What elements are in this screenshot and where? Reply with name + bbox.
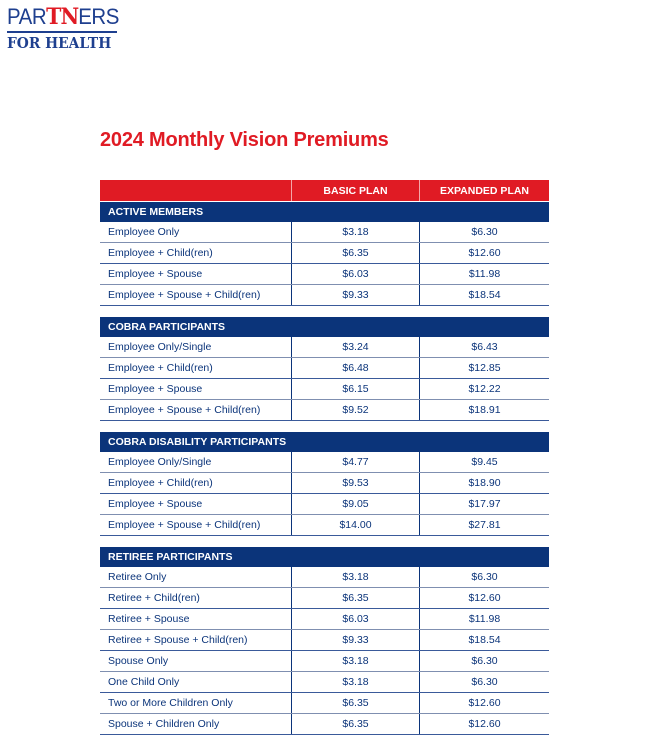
row-label-cell: Employee Only/Single <box>100 337 292 357</box>
basic-plan-cell: $9.33 <box>292 630 420 650</box>
row-label-cell: Retiree + Spouse <box>100 609 292 629</box>
table-row <box>100 222 549 243</box>
expanded-plan-cell: $17.97 <box>468 498 501 510</box>
table-row <box>100 243 549 264</box>
table-row <box>100 358 549 379</box>
section-spacer <box>100 421 549 431</box>
premiums-table <box>100 180 549 735</box>
basic-plan-cell: $9.05 <box>292 494 420 514</box>
expanded-plan-cell: $18.91 <box>468 404 501 416</box>
row-label-cell: Employee + Child(ren) <box>100 358 292 378</box>
header-cell-expanded-plan: EXPANDED PLAN <box>420 180 549 201</box>
section-header: COBRA PARTICIPANTS <box>100 316 549 337</box>
expanded-plan-cell: $11.98 <box>468 268 501 280</box>
row-label-cell: Employee + Child(ren) <box>100 473 292 493</box>
logo-wordmark-top <box>7 4 119 30</box>
basic-plan-cell: $6.35 <box>292 714 420 734</box>
expanded-plan-cell: $18.54 <box>468 634 501 646</box>
expanded-plan-cell: $11.98 <box>468 613 501 625</box>
row-label-cell: Employee + Spouse + Child(ren) <box>100 515 292 535</box>
table-row <box>100 609 549 630</box>
table-row <box>100 630 549 651</box>
basic-plan-cell: $6.35 <box>292 693 420 713</box>
table-row <box>100 494 549 515</box>
expanded-plan-cell: $9.45 <box>471 456 498 468</box>
expanded-plan-cell: $12.60 <box>468 697 501 709</box>
expanded-plan-cell: $6.43 <box>471 341 498 353</box>
basic-plan-cell: $14.00 <box>292 515 420 535</box>
table-row <box>100 515 549 536</box>
table-row <box>100 672 549 693</box>
row-label-cell: Retiree + Child(ren) <box>100 588 292 608</box>
table-row <box>100 264 549 285</box>
logo-text-par: PAR <box>7 4 47 29</box>
expanded-plan-cell: $12.85 <box>468 362 501 374</box>
basic-plan-cell: $6.48 <box>292 358 420 378</box>
expanded-plan-cell: $6.30 <box>471 655 498 667</box>
basic-plan-cell: $9.53 <box>292 473 420 493</box>
row-label-cell: Employee + Spouse + Child(ren) <box>100 400 292 420</box>
section-header: RETIREE PARTICIPANTS <box>100 546 549 567</box>
table-row <box>100 473 549 494</box>
basic-plan-cell: $6.03 <box>292 264 420 284</box>
row-label-cell: Employee + Spouse <box>100 494 292 514</box>
basic-plan-cell: $6.35 <box>292 588 420 608</box>
row-label-cell: Employee + Spouse <box>100 379 292 399</box>
expanded-plan-cell: $6.30 <box>471 676 498 688</box>
header-cell-label <box>100 180 292 201</box>
row-label-cell: One Child Only <box>100 672 292 692</box>
row-label-cell: Employee + Spouse <box>100 264 292 284</box>
basic-plan-cell: $9.52 <box>292 400 420 420</box>
basic-plan-cell: $6.35 <box>292 243 420 263</box>
row-label-cell: Two or More Children Only <box>100 693 292 713</box>
table-row <box>100 400 549 421</box>
table-row <box>100 651 549 672</box>
section-header: COBRA DISABILITY PARTICIPANTS <box>100 431 549 452</box>
basic-plan-cell: $3.18 <box>292 222 420 242</box>
expanded-plan-cell: $12.22 <box>468 383 501 395</box>
basic-plan-cell: $6.15 <box>292 379 420 399</box>
header-cell-basic-plan: BASIC PLAN <box>292 180 420 201</box>
table-row <box>100 693 549 714</box>
basic-plan-cell: $6.03 <box>292 609 420 629</box>
table-header-row <box>100 180 549 201</box>
expanded-plan-cell: $6.30 <box>471 571 498 583</box>
row-label-cell: Spouse + Children Only <box>100 714 292 734</box>
row-label-cell: Employee + Spouse + Child(ren) <box>100 285 292 305</box>
basic-plan-cell: $9.33 <box>292 285 420 305</box>
section-header: ACTIVE MEMBERS <box>100 201 549 222</box>
table-row <box>100 452 549 473</box>
table-row <box>100 588 549 609</box>
table-row <box>100 567 549 588</box>
section-spacer <box>100 306 549 316</box>
row-label-cell: Spouse Only <box>100 651 292 671</box>
basic-plan-cell: $3.18 <box>292 567 420 587</box>
row-label-cell: Retiree + Spouse + Child(ren) <box>100 630 292 650</box>
basic-plan-cell: $3.18 <box>292 672 420 692</box>
basic-plan-cell: $3.18 <box>292 651 420 671</box>
expanded-plan-cell: $12.60 <box>468 247 501 259</box>
section-spacer <box>100 536 549 546</box>
basic-plan-cell: $3.24 <box>292 337 420 357</box>
logo-text-ers: ERS <box>78 4 119 29</box>
row-label-cell: Retiree Only <box>100 567 292 587</box>
table-row <box>100 379 549 400</box>
expanded-plan-cell: $18.90 <box>468 477 501 489</box>
page-title: 2024 Monthly Vision Premiums <box>100 129 389 151</box>
table-row <box>100 285 549 306</box>
table-row <box>100 337 549 358</box>
row-label-cell: Employee + Child(ren) <box>100 243 292 263</box>
logo-divider <box>7 31 117 33</box>
expanded-plan-cell: $27.81 <box>468 519 501 531</box>
row-label-cell: Employee Only/Single <box>100 452 292 472</box>
partners-for-health-logo <box>7 6 119 52</box>
expanded-plan-cell: $18.54 <box>468 289 501 301</box>
row-label-cell: Employee Only <box>100 222 292 242</box>
logo-wordmark-bottom: FOR HEALTH <box>7 34 112 52</box>
logo-text-tn: TN <box>46 4 79 30</box>
expanded-plan-cell: $12.60 <box>468 592 501 604</box>
expanded-plan-cell: $6.30 <box>471 226 498 238</box>
table-row <box>100 714 549 735</box>
basic-plan-cell: $4.77 <box>292 452 420 472</box>
expanded-plan-cell: $12.60 <box>468 718 501 730</box>
